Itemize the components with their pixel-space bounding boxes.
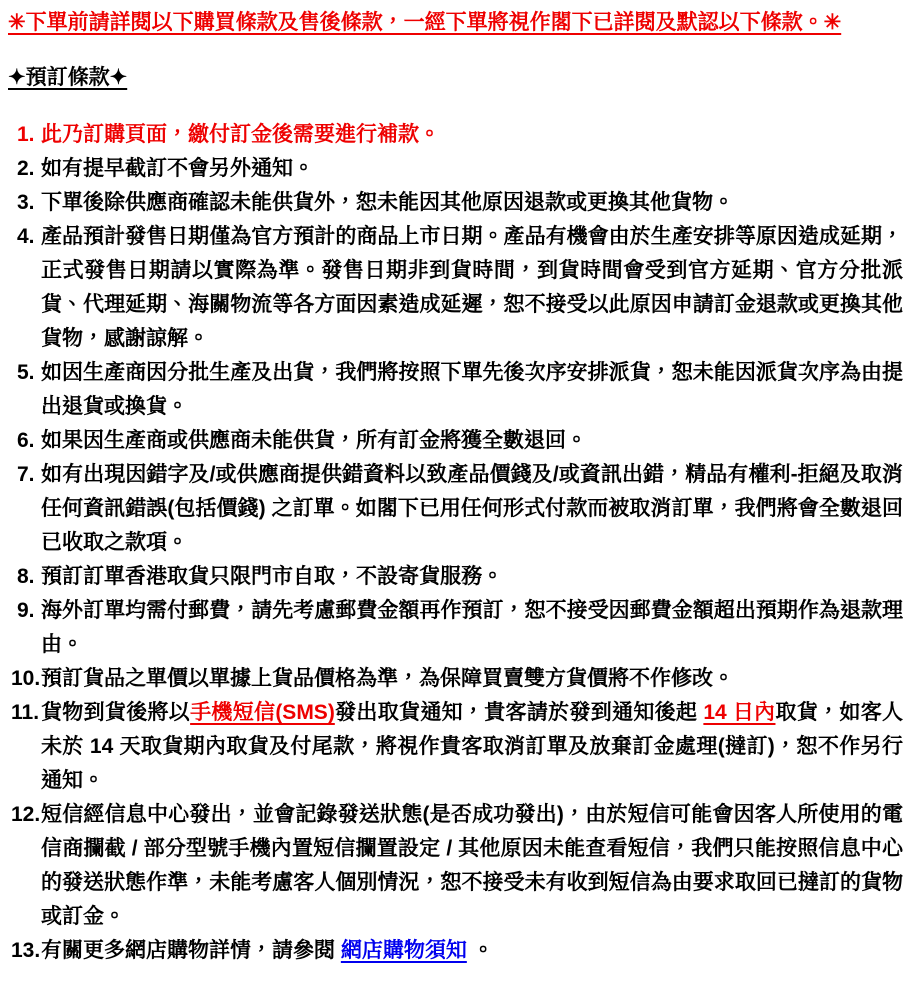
term-text-segment: 取貨，如客人未於 14 天取貨期內取貨及付尾款，將視作貴客取消訂單及放棄訂金處理(撻訂)，恕不作另行通知。 <box>41 701 903 792</box>
term-text-segment: 貨物到貨後將以 <box>41 701 191 724</box>
shopping-guide-link[interactable]: 網店購物須知 <box>340 939 467 962</box>
term-text <box>41 696 903 798</box>
pickup-deadline-highlight: 14 日內 <box>703 701 776 724</box>
term-item-11 <box>8 696 903 798</box>
term-text-segment: 有關更多網店購物詳情，請參閱 <box>41 939 341 962</box>
term-number: 4. <box>17 225 35 248</box>
term-number: 2. <box>17 157 35 180</box>
term-number: 11. <box>11 701 40 724</box>
term-text: 如果因生產商或供應商未能供貨，所有訂金將獲全數退回。 <box>41 429 587 452</box>
term-text: 如因生產商因分批生產及出貨，我們將按照下單先後次序安排派貨，恕未能因派貨次序為由提出退貨或換貨。 <box>41 361 903 418</box>
term-text: 預訂訂單香港取貨只限門市自取，不設寄貨服務。 <box>41 565 503 588</box>
term-number: 9. <box>17 599 35 622</box>
term-text: 如有提早截訂不會另外通知。 <box>41 157 314 180</box>
term-number: 3. <box>17 191 35 214</box>
term-item-4 <box>8 220 903 356</box>
term-item-2 <box>8 152 903 186</box>
term-text: 預訂貨品之單價以單據上貨品價格為準，為保障買賣雙方貨價將不作修改。 <box>41 667 734 690</box>
term-text: 短信經信息中心發出，並會記錄發送狀態(是否成功發出)，由於短信可能會因客人所使用的電信商攔截 / 部分型號手機內置短信攔置設定 / 其他原因未能查看短信，我們只能按照信息中心的發送狀態作準，未能考慮客人個別情況，恕不接受未有收到短信為由要求取回已撻訂的貨物或訂金。 <box>41 803 903 928</box>
term-item-13 <box>8 934 903 968</box>
term-text: 下單後除供應商確認未能供貨外，恕未能因其他原因退款或更換其他貨物。 <box>41 191 734 214</box>
term-item-8 <box>8 560 903 594</box>
term-item-7 <box>8 458 903 560</box>
term-number: 7. <box>17 463 35 486</box>
term-number: 12. <box>11 803 41 826</box>
term-text: 此乃訂購頁面，繳付訂金後需要進行補款。 <box>41 123 440 146</box>
term-number: 5. <box>17 361 35 384</box>
sms-notice-highlight: 手機短信(SMS) <box>190 701 335 724</box>
term-text: 海外訂單均需付郵費，請先考慮郵費金額再作預訂，恕不接受因郵費金額超出預期作為退款理由。 <box>41 599 903 656</box>
term-item-6 <box>8 424 903 458</box>
term-text-segment: 發出取貨通知，貴客請於發到通知後起 <box>334 701 704 724</box>
term-item-1 <box>8 118 903 152</box>
term-number: 10. <box>11 667 41 690</box>
section-title: ✦預訂條款✦ <box>8 66 128 89</box>
term-item-12 <box>8 798 903 934</box>
term-item-3 <box>8 186 903 220</box>
term-text <box>41 934 903 968</box>
term-item-9 <box>8 594 903 662</box>
term-text: 如有出現因錯字及/或供應商提供錯資料以致產品價錢及/或資訊出錯，精品有權利-拒絕及取消任何資訊錯誤(包括價錢) 之訂單。如閣下已用任何形式付款而被取消訂單，我們將會全數退回已收取之款項。 <box>41 463 903 554</box>
term-number: 1. <box>17 123 35 146</box>
term-text: 產品預計發售日期僅為官方預計的商品上市日期。產品有機會由於生產安排等原因造成延期，正式發售日期請以實際為準。發售日期非到貨時間，到貨時間會受到官方延期、官方分批派貨、代理延期、海關物流等各方面因素造成延遲，恕不接受以此原因申請訂金退款或更換其他貨物，感謝諒解。 <box>41 225 903 350</box>
terms-list <box>8 118 903 968</box>
term-number: 6. <box>17 429 35 452</box>
term-number: 13. <box>11 939 41 962</box>
term-item-10 <box>8 662 903 696</box>
pre-order-notice: ✳下單前請詳閱以下購買條款及售後條款，一經下單將視作閣下已詳閱及默認以下條款。✳ <box>8 11 842 34</box>
term-text-segment: 。 <box>466 939 494 962</box>
term-item-5 <box>8 356 903 424</box>
term-number: 8. <box>17 565 35 588</box>
